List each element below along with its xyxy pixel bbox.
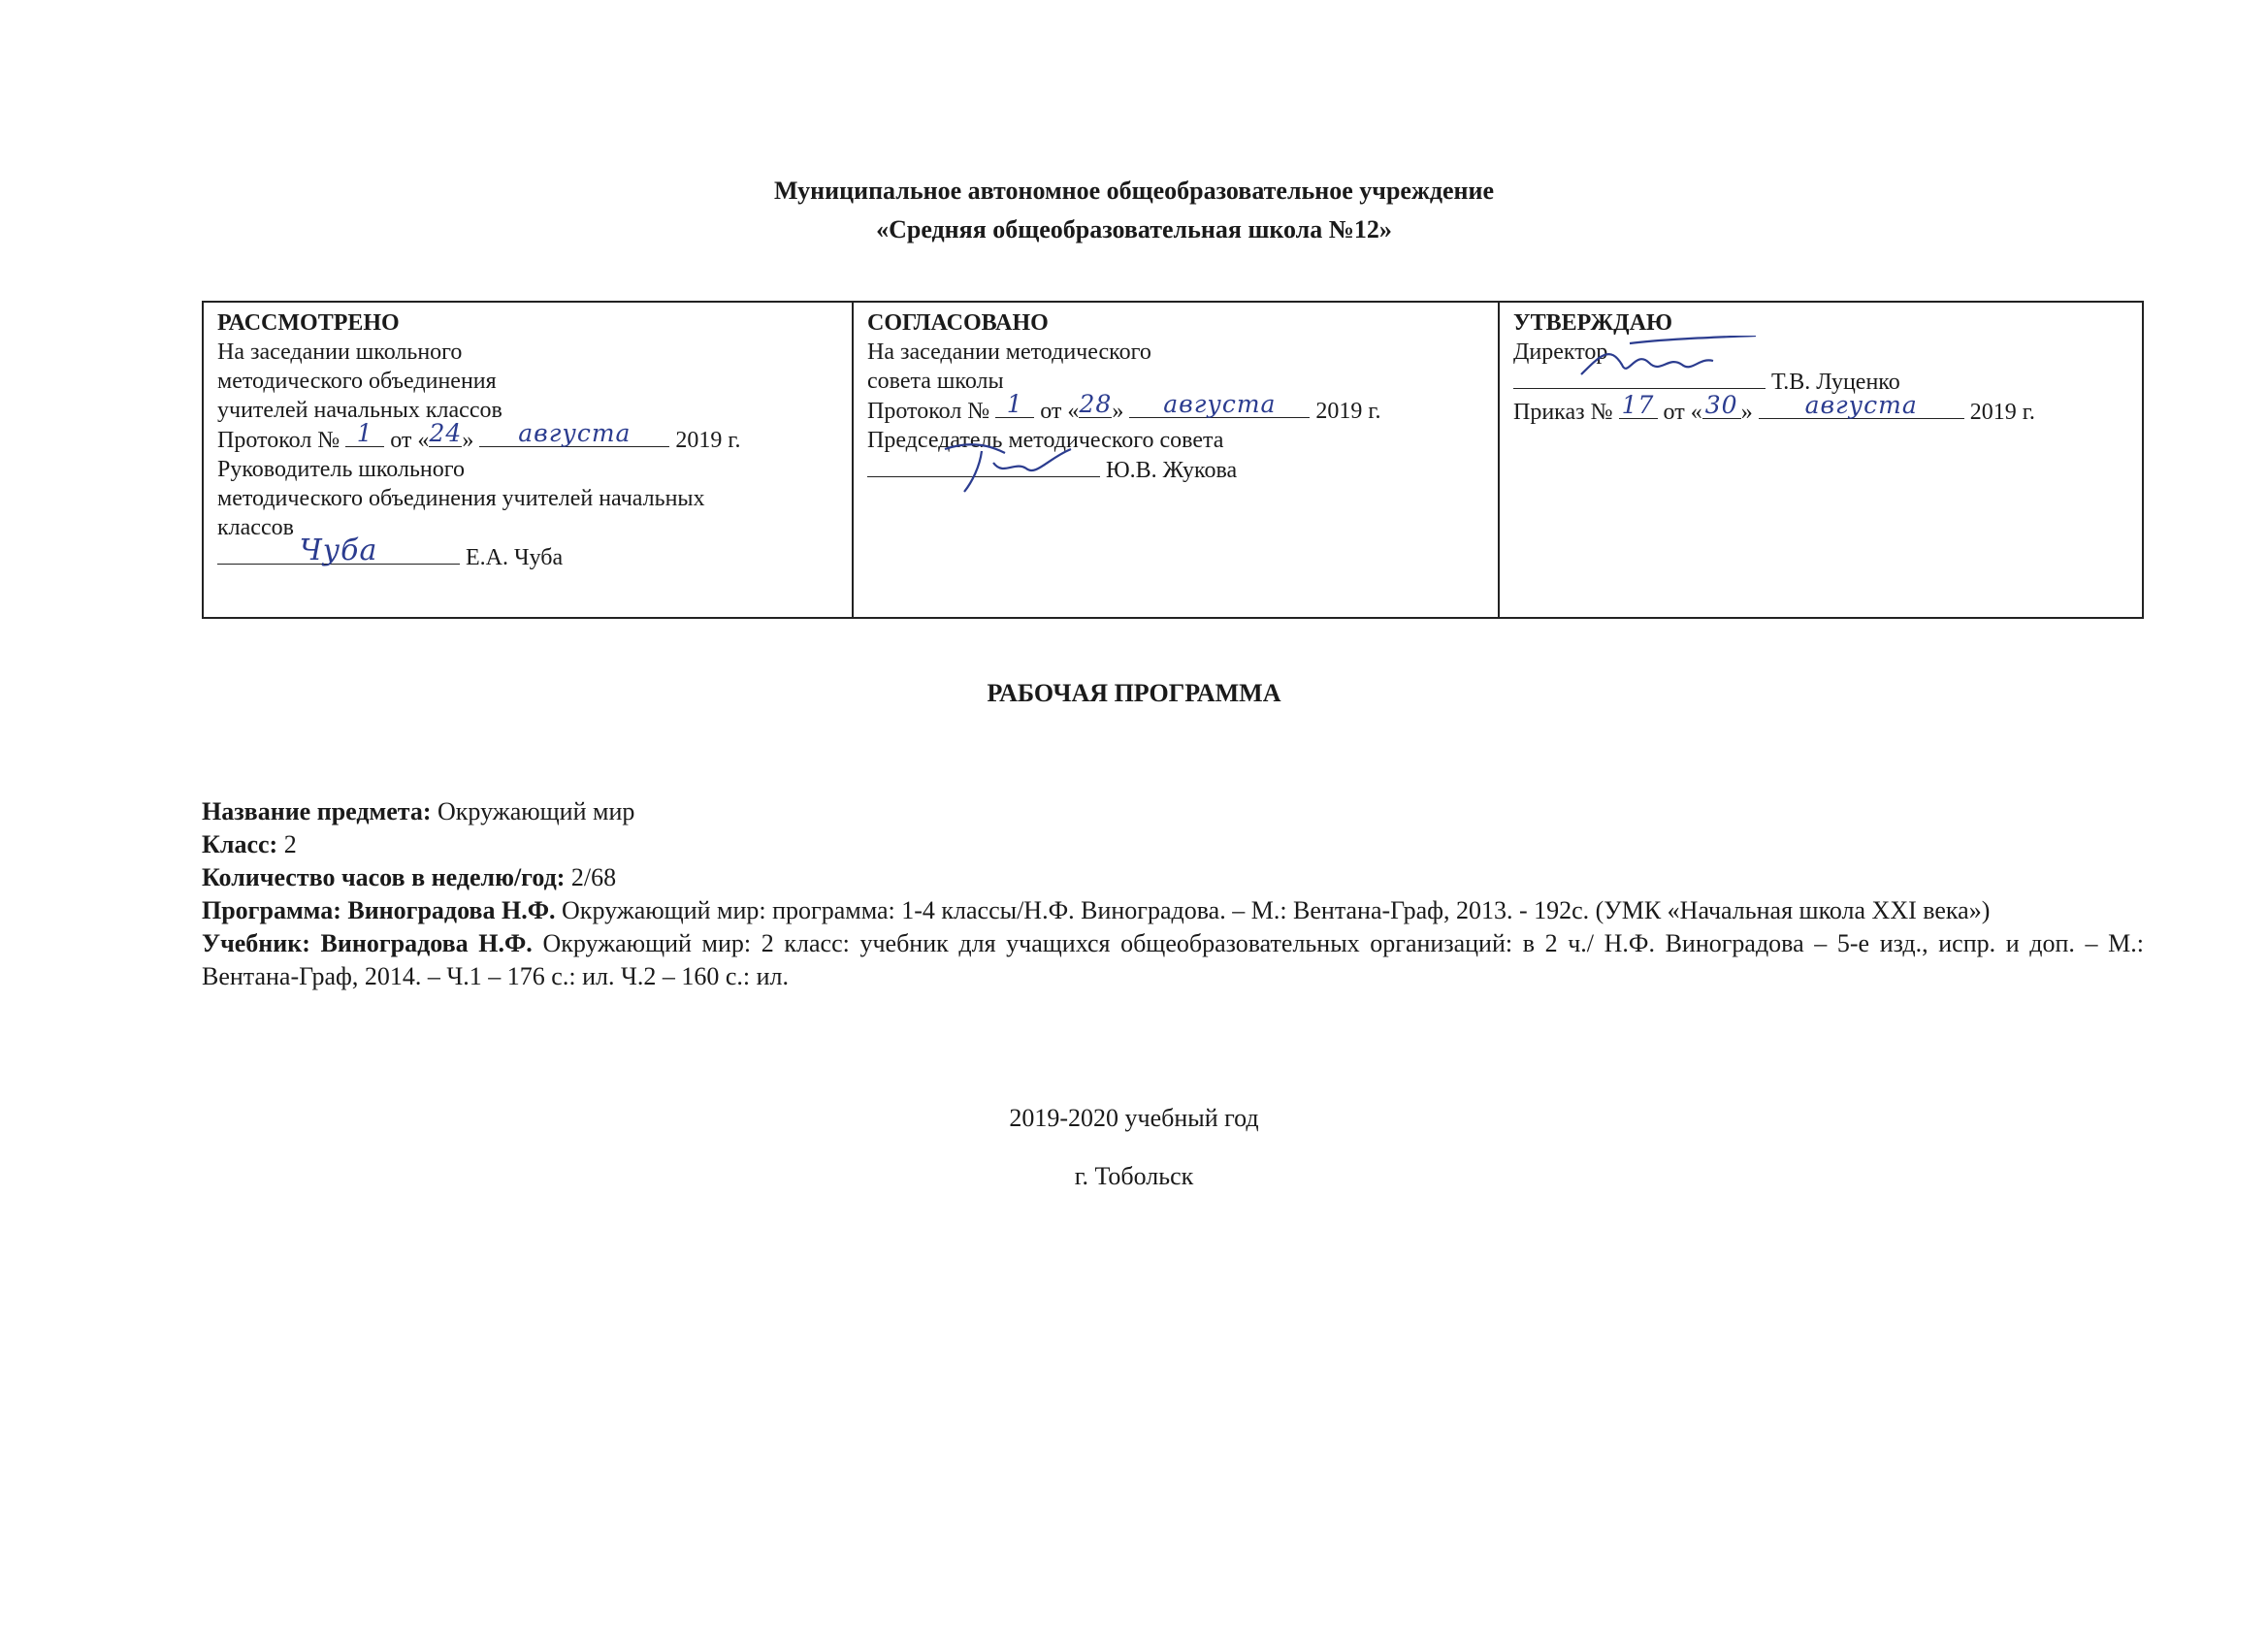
day-field bbox=[429, 419, 463, 447]
signature-field bbox=[217, 534, 460, 567]
day-handwritten: 28 bbox=[1079, 390, 1113, 418]
order-number-handwritten: 17 bbox=[1621, 391, 1655, 419]
date-close-label: » bbox=[1112, 399, 1124, 424]
considered-cell bbox=[204, 303, 852, 617]
school-name: «Средняя общеобразовательная школа №12» bbox=[876, 215, 1392, 243]
year-label: 2019 г. bbox=[675, 428, 741, 453]
head-line-1: Руководитель школьного bbox=[217, 457, 465, 482]
signature-field bbox=[867, 455, 1100, 477]
approved-heading: УТВЕРЖДАЮ bbox=[1513, 310, 1673, 336]
program-label: Программа: bbox=[202, 896, 341, 924]
subject-value: Окружающий мир bbox=[437, 797, 635, 825]
year-label: 2019 г. bbox=[1315, 399, 1381, 424]
month-field bbox=[479, 419, 669, 447]
city: г. Тобольск bbox=[1074, 1162, 1194, 1190]
protocol-label: Протокол № bbox=[867, 399, 990, 424]
hours-label: Количество часов в неделю/год: bbox=[202, 863, 566, 891]
day-field bbox=[1079, 390, 1113, 418]
chair-line: Председатель методического совета bbox=[867, 428, 1224, 453]
considered-line-3: учителей начальных классов bbox=[217, 398, 502, 423]
considered-heading: РАССМОТРЕНО bbox=[217, 310, 400, 336]
agreed-heading: СОГЛАСОВАНО bbox=[867, 310, 1049, 336]
school-year: 2019-2020 учебный год bbox=[1009, 1104, 1259, 1132]
protocol-number-field bbox=[995, 390, 1034, 418]
grade-row bbox=[202, 828, 2144, 861]
agreed-signature-line bbox=[867, 455, 1488, 485]
date-close-label: » bbox=[462, 428, 474, 453]
textbook-label: Учебник: bbox=[202, 929, 310, 957]
month-field bbox=[1759, 391, 1964, 419]
month-handwritten: августа bbox=[518, 419, 632, 447]
considered-protocol-line bbox=[217, 419, 842, 455]
textbook-text: Окружающий мир: 2 класс: учебник для учащихся общеобразовательных организаций: в 2 ч./ Н.Ф. Виноградова – 5-е изд., испр. и доп. – М.: Вентана-Граф, 2014. – Ч.1 – 176 с.: ил. Ч.2 – 160 с.: ил. bbox=[202, 929, 2145, 990]
approval-table bbox=[202, 301, 2144, 619]
month-handwritten: августа bbox=[1804, 391, 1918, 419]
protocol-number-handwritten: 1 bbox=[356, 419, 373, 447]
day-field bbox=[1702, 391, 1741, 419]
director-position: Директор bbox=[1513, 340, 1608, 365]
grade-value: 2 bbox=[283, 830, 297, 858]
date-open-label: от « bbox=[1040, 399, 1080, 424]
order-number-field bbox=[1619, 391, 1658, 419]
agreed-line-2: совета школы bbox=[867, 369, 1004, 394]
grade-label: Класс: bbox=[202, 830, 278, 858]
agreed-line-1: На заседании методического bbox=[867, 340, 1151, 365]
institution-header bbox=[0, 172, 2268, 249]
program-text: Окружающий мир: программа: 1-4 классы/Н.Ф. Виноградова. – М.: Вентана-Граф, 2013. - 192с. (УМК «Начальная школа XXI века») bbox=[562, 896, 1991, 924]
considered-line-2: методического объединения bbox=[217, 369, 497, 394]
considered-name: Е.А. Чуба bbox=[466, 545, 564, 570]
agreed-name: Ю.В. Жукова bbox=[1106, 458, 1238, 483]
protocol-label: Протокол № bbox=[217, 428, 340, 453]
signature-field bbox=[1513, 367, 1766, 389]
considered-line-1: На заседании школьного bbox=[217, 340, 463, 365]
program-row bbox=[202, 894, 2144, 927]
day-handwritten: 24 bbox=[429, 419, 463, 447]
director-name: Т.В. Луценко bbox=[1771, 370, 1900, 395]
textbook-author: Виноградова Н.Ф. bbox=[320, 929, 533, 957]
order-label: Приказ № bbox=[1513, 400, 1613, 425]
date-close-label: » bbox=[1740, 400, 1753, 425]
subject-row bbox=[202, 795, 2144, 828]
year-label: 2019 г. bbox=[1969, 400, 2035, 425]
document-title: РАБОЧАЯ ПРОГРАММА bbox=[987, 679, 1281, 707]
protocol-number-handwritten: 1 bbox=[1006, 390, 1023, 418]
protocol-number-field bbox=[345, 419, 384, 447]
day-handwritten: 30 bbox=[1704, 391, 1738, 419]
subject-label: Название предмета: bbox=[202, 797, 432, 825]
signature-handwritten: Чуба bbox=[299, 534, 378, 567]
month-field bbox=[1129, 390, 1310, 418]
hours-row bbox=[202, 861, 2144, 894]
date-open-label: от « bbox=[1663, 400, 1702, 425]
head-line-2: методического объединения учителей начальных bbox=[217, 486, 705, 511]
institution-name: Муниципальное автономное общеобразовательное учреждение bbox=[773, 177, 1495, 205]
date-open-label: от « bbox=[390, 428, 430, 453]
order-line bbox=[1513, 391, 2132, 427]
program-info bbox=[202, 795, 2144, 993]
month-handwritten: августа bbox=[1163, 390, 1277, 418]
agreed-cell bbox=[852, 303, 1498, 617]
textbook-row bbox=[202, 927, 2144, 993]
approved-cell bbox=[1498, 303, 2142, 617]
considered-signature-line bbox=[217, 534, 842, 572]
program-author: Виноградова Н.Ф. bbox=[347, 896, 556, 924]
head-line-3: классов bbox=[217, 515, 294, 540]
agreed-protocol-line bbox=[867, 390, 1488, 426]
hours-value: 2/68 bbox=[570, 863, 617, 891]
